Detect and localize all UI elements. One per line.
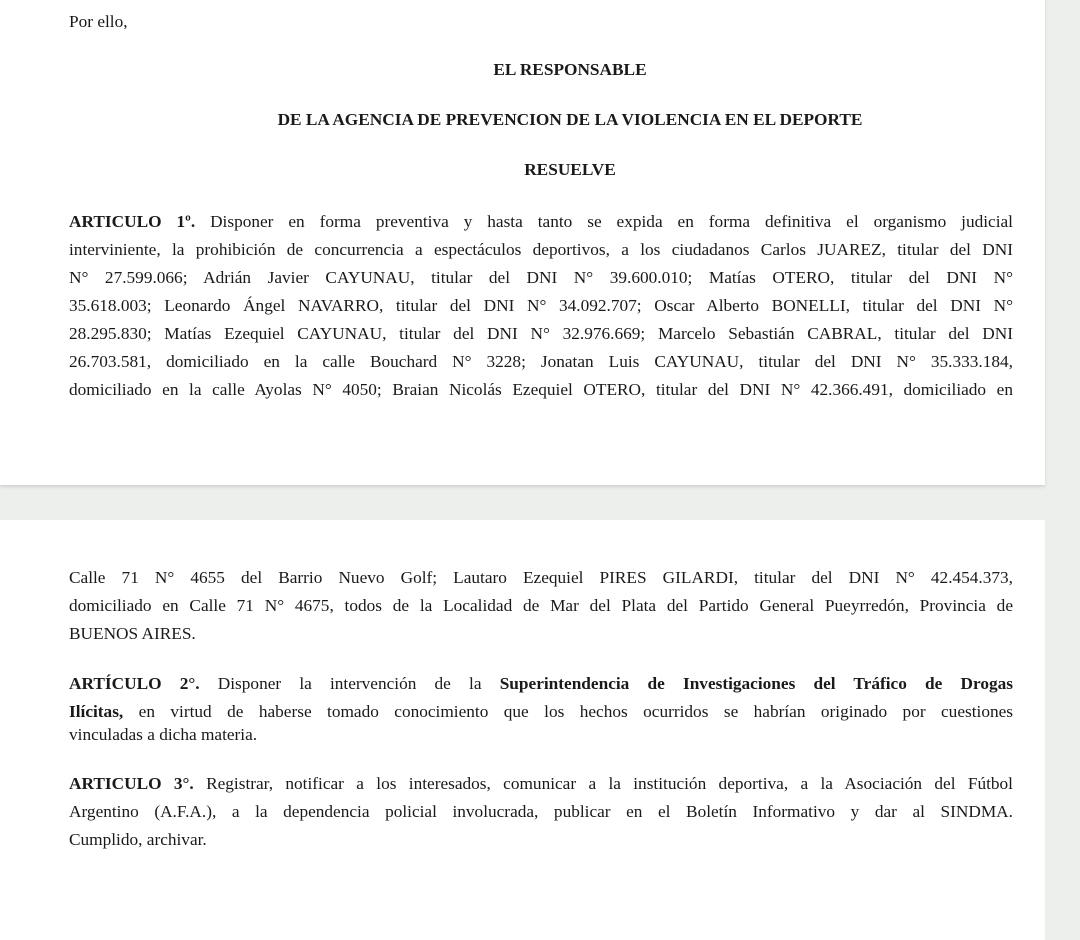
- article-1-line-1: ARTICULO 1º. Disponer en forma preventiva y hasta tanto se expida en forma definitiva el organismo judicial: [69, 212, 1013, 231]
- heading-agencia: DE LA AGENCIA DE PREVENCION DE LA VIOLENCIA EN EL DEPORTE: [277, 110, 863, 129]
- document-page-2: [0, 520, 1045, 940]
- heading-responsable: EL RESPONSABLE: [493, 60, 647, 79]
- article-3-line-1: ARTICULO 3°. Registrar, notificar a los interesados, comunicar a la institución deportiva, a la Asociación del Fútbol: [69, 774, 1013, 793]
- continuation-line-1: Calle 71 N° 4655 del Barrio Nuevo Golf; Lautaro Ezequiel PIRES GILARDI, titular del DNI N° 42.454.373,: [69, 568, 1013, 587]
- article-2-line-1: ARTÍCULO 2°. Disponer la intervención de la Superintendencia de Investigaciones del Tráfico de Drogas: [69, 674, 1013, 693]
- article-1-label: ARTICULO 1º.: [69, 212, 196, 231]
- article-3-line-3: Cumplido, archivar.: [69, 830, 207, 849]
- article-1-line-5: 28.295.830; Matías Ezequiel CAYUNAU, titular del DNI N° 32.976.669; Marcelo Sebastián CABRAL, titular del DNI: [69, 324, 1013, 343]
- article-1-line-4: 35.618.003; Leonardo Ángel NAVARRO, titular del DNI N° 34.092.707; Oscar Alberto BONELLI, titular del DNI N°: [69, 296, 1013, 315]
- article-3-line-2: Argentino (A.F.A.), a la dependencia policial involucrada, publicar en el Boletín Informativo y dar al SINDMA.: [69, 802, 1013, 821]
- continuation-line-3: BUENOS AIRES.: [69, 624, 196, 643]
- heading-resuelve: RESUELVE: [524, 160, 616, 179]
- viewer-background-strip: [1045, 0, 1080, 903]
- article-1-line-7: domiciliado en la calle Ayolas N° 4050; Braian Nicolás Ezequiel OTERO, titular del DNI N° 42.366.491, domiciliado en: [69, 380, 1013, 399]
- article-1-line-3: N° 27.599.066; Adrián Javier CAYUNAU, titular del DNI N° 39.600.010; Matías OTERO, titular del DNI N°: [69, 268, 1013, 287]
- article-2-label: ARTÍCULO 2°.: [69, 674, 200, 693]
- article-1-line-2: interviniente, la prohibición de concurrencia a espectáculos deportivos, a los ciudadanos Carlos JUAREZ, titular del DNI: [69, 240, 1013, 259]
- article-3-label: ARTICULO 3°.: [69, 774, 194, 793]
- document-page-1: [0, 0, 1045, 485]
- article-1-line-6: 26.703.581, domiciliado en la calle Bouchard N° 3228; Jonatan Luis CAYUNAU, titular del DNI N° 35.333.184,: [69, 352, 1013, 371]
- continuation-line-2: domiciliado en Calle 71 N° 4675, todos de la Localidad de Mar del Plata del Partido General Pueyrredón, Provincia de: [69, 596, 1013, 615]
- intro-text: Por ello,: [69, 12, 128, 31]
- article-2-line-2: Ilícitas, en virtud de haberse tomado conocimiento que los hechos ocurridos se habrían originado por cuestiones: [69, 702, 1013, 721]
- article-2-line-3: vinculadas a dicha materia.: [69, 725, 258, 744]
